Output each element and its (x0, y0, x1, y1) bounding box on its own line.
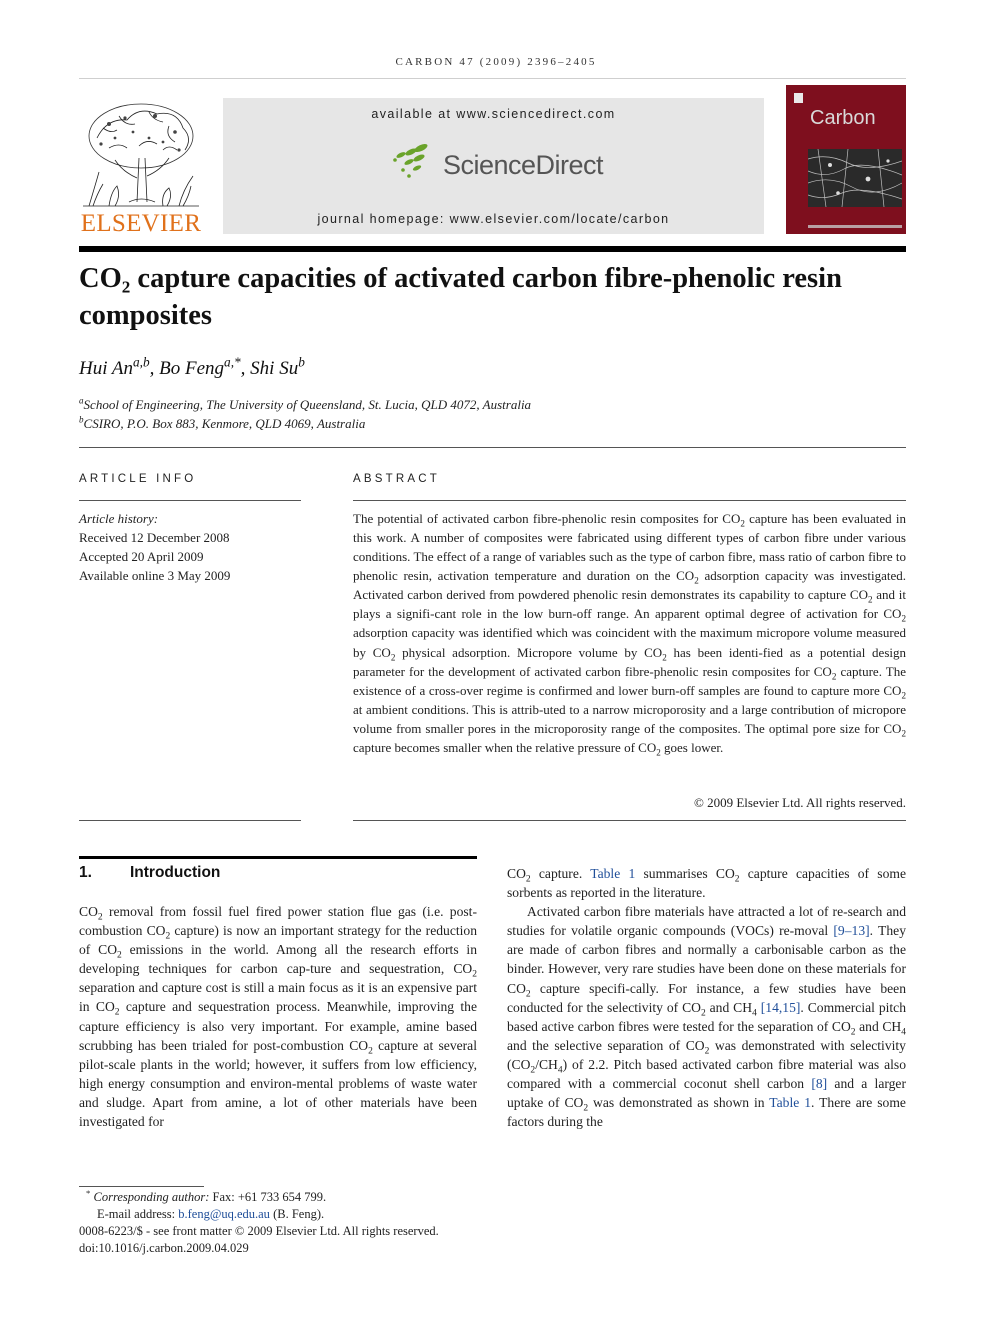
affiliation (79, 416, 365, 432)
author-list: Hui An$^{a,b}$, Bo Feng$^{a,*}$, Shi Su$^b$ (79, 354, 305, 379)
affiliation (79, 397, 531, 413)
affiliation-text: CSIRO, P.O. Box 883, Kenmore, QLD 4069, Australia (83, 416, 366, 431)
affiliation-text: School of Engineering, The University of Queensland, St. Lucia, QLD 4072, Australia (83, 397, 532, 412)
section-number: 1. (79, 864, 92, 881)
abstract-bottom-rule (353, 820, 906, 821)
article-info-rule (79, 500, 301, 501)
section-rule (79, 856, 477, 859)
running-head: CARBON 47 (2009) 2396–2405 (395, 56, 597, 68)
author-affiliation-mark: a,* (224, 354, 241, 370)
affiliation-mark: b (79, 414, 84, 425)
email-name: (B. Feng). (273, 1207, 325, 1221)
corresponding-author-note: * Corresponding author: Fax: +61 733 654 799. (86, 1187, 327, 1204)
corresponding-fax: Fax: +61 733 654 799. (212, 1190, 327, 1204)
abstract-heading: ABSTRACT (353, 473, 440, 485)
corresponding-label: Corresponding author: (93, 1190, 210, 1204)
body-column-left: $CO_2$ removal from fossil fuel fired power station flue gas (i.e. post-combustion $CO_2$ capture) is now an important strategy for the reduction of $CO_2$ emissions in the world. Among all the research efforts in developing techniques for carbon cap-ture and sequestration, $CO_2$ separation and capture cost is still a main focus as it is an expensive part in $CO_2$ capture and sequestration process. Meanwhile, improving the capture efficiency is also very important. For example, amine based scrubbing has been trialed for post-combustion $CO_2$ capture at several pilot-scale plants in the world; however, it suffers from low efficiency, high energy consumption and environ-mental problems of waste water and sludge. Apart from amine, a lot of other materials have been investigated for (79, 904, 477, 1130)
email-label: E-mail address: (97, 1207, 176, 1221)
abstract-rule (353, 500, 906, 501)
email-note (97, 1207, 324, 1222)
author-name[interactable]: Hui An (79, 358, 134, 379)
affiliation-mark: a (79, 395, 84, 406)
header-rule (79, 78, 906, 79)
received-date: Received 12 December 2008 (79, 530, 230, 545)
affiliation-rule (79, 447, 906, 448)
citation-link[interactable]: [9–13] (833, 923, 870, 939)
cover-image (808, 149, 902, 207)
cover-badge-icon (794, 93, 803, 103)
sciencedirect-wordmark: ScienceDirect (443, 150, 604, 180)
body-column-right: $CO_2$ capture. Table 1 summarises $CO_2$ capture capacities of some sorbents as reported in the literature. Activated carbon fibre materials have attracted a lot of re-search and studies for volatile organic compounds (VOCs) re-moval [9–13]. They are made of carbon fibres and normally a carbonisable carbon as the binder. However, very rare studies have been done on these materials for $CO_2$ capture specifi-cally. For instance, a few studies have been conducted for the selectivity of $CO_2$ and $CH_4$ [14,15]. Commercial pitch based active carbon fibres were tested for the separation of $CO_2$ and $CH_4$ and the selective separation of $CO_2$ was demonstrated with selectivity $(CO_2/CH_4)$ of 2.2. Pitch based activated carbon fibre material was also compared with a commercial coconut shell carbon [8] and a larger uptake of $CO_2$ was demonstrated as shown in Table 1. There are some factors during the (507, 866, 907, 1130)
abstract-body: The potential of activated carbon fibre-phenolic resin composites for $CO_2$ capture has been evaluated in this work. A number of composites were fabricated using different types of carbon fibre under various conditions. The effect of a range of variables such as the type of carbon fibre, mass ratio of carbon fibre to phenolic resin, activation temperature and duration on the $CO_2$ adsorption capacity was investigated. Activated carbon derived from powdered phenolic resin demonstrates its capability to capture $CO_2$ and it plays a signifi-cant role in the low burn-off range. An apparent optimal degree of activation for $CO_2$ adsorption capacity was identified which was coincident with the maximum micropore volume measured by $CO_2$ physical adsorption. Micropore volume by $CO_2$ has been identi-fied as a potential design parameter for the development of activated carbon fibre-phenolic resin composites for $CO_2$ capture. The existence of a cross-over regime is confirmed and lower burn-off samples are found to capture more $CO_2$ at ambient conditions. This is attrib-uted to a narrow microporosity and a large contribution of micropore volume from smaller pores in the microporosity range of the composites. The optimal pore size for $CO_2$ capture becomes smaller when the relative pressure of $CO_2$ goes lower. (353, 511, 907, 758)
journal-homepage-text: journal homepage: www.elsevier.com/locate/carbon (317, 212, 670, 226)
available-at-text: available at www.sciencedirect.com (371, 107, 616, 121)
article-history (79, 509, 230, 585)
section-title: Introduction (130, 864, 221, 881)
accepted-date: Accepted 20 April 2009 (79, 549, 204, 564)
author-affiliation-mark: b (298, 354, 305, 370)
footnote-rule (79, 1186, 204, 1187)
table-link[interactable]: Table 1 (590, 866, 636, 881)
citation-link[interactable]: [14,15] (760, 999, 801, 1015)
article-title: CO₂ capture capacities of activated carbon fibre-phenolic resin composites (79, 263, 842, 331)
table-link[interactable]: Table 1 (769, 1095, 811, 1111)
email-link[interactable]: b.feng@uq.edu.au (178, 1207, 270, 1221)
author-name[interactable]: Shi Su (250, 358, 299, 379)
sciencedirect-panel (223, 98, 764, 234)
issn-line: 0008-6223/$ - see front matter © 2009 Elsevier Ltd. All rights reserved. (79, 1224, 439, 1238)
history-label: Article history: (79, 511, 159, 526)
doi-line: doi:10.1016/j.carbon.2009.04.029 (79, 1241, 249, 1255)
section-heading (79, 864, 220, 882)
cover-footer-bar (808, 225, 902, 228)
article-info-heading: ARTICLE INFO (79, 473, 197, 485)
cover-title: Carbon (810, 107, 876, 129)
title-rule (79, 246, 906, 252)
elsevier-wordmark: ELSEVIER (80, 210, 202, 237)
article-info-bottom-rule (79, 820, 301, 821)
citation-link[interactable]: [8] (811, 1076, 828, 1092)
author-affiliation-mark: a,b (133, 354, 150, 370)
abstract-copyright: © 2009 Elsevier Ltd. All rights reserved. (693, 795, 906, 810)
sciencedirect-leaf-icon (391, 142, 431, 180)
online-date: Available online 3 May 2009 (79, 568, 231, 583)
journal-cover (786, 85, 906, 234)
author-name[interactable]: Bo Feng (159, 358, 225, 379)
